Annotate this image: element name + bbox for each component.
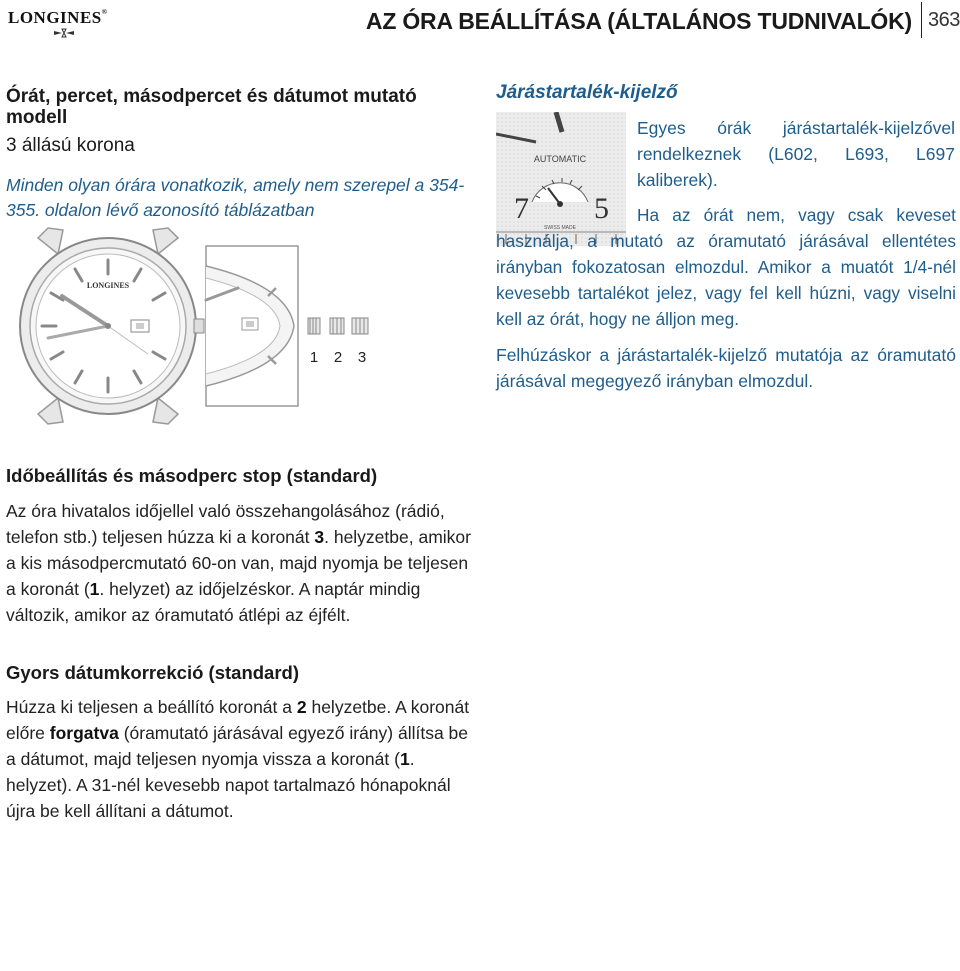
crown-position-1: 1 — [309, 349, 319, 366]
dial-automatic-label: AUTOMATIC — [533, 154, 587, 164]
dial-swiss-made: SWISS MADE — [544, 225, 576, 231]
dial-numeral-7: 7 — [514, 192, 529, 225]
header-divider — [921, 2, 922, 38]
crown-subheading: 3 állású korona — [6, 135, 135, 156]
date-correction-heading: Gyors dátumkorrekció (standard) — [6, 662, 299, 683]
power-reserve-heading: Járástartalék-kijelző — [496, 82, 678, 103]
dial-numeral-5: 5 — [594, 192, 609, 225]
power-reserve-intro: Egyes órák járástartalék-kijelzővel rendelkeznek (L602, L693, L697 kaliberek). — [637, 118, 955, 190]
winged-hourglass-icon — [52, 28, 76, 38]
crown-position-3: 3 — [357, 349, 367, 366]
model-heading: Órát, percet, másodpercet és dátumot mutató modell — [6, 86, 417, 128]
date-correction-text: Húzza ki teljesen a beállító koronát a 2 helyzetbe. A koronát előre forgatva (óramutató járásával egyező irány) állítsa be a dátumot, majd teljesen nyomja vissza a koronát (1. helyzet). A 31-nél kevesebb napot tartalmazó hónapoknál újra be kell állítani a dátumot. — [6, 697, 470, 821]
dial-brand-text: LONGINES — [86, 281, 130, 290]
crown-position-2: 2 — [333, 349, 343, 366]
page-title: AZ ÓRA BEÁLLÍTÁSA (ÁLTALÁNOS TUDNIVALÓK) — [365, 8, 912, 34]
power-reserve-winding: Felhúzáskor a járástartalék-kijelző mutatója az óramutató járásával megegyező irányban elmozdul. — [496, 345, 956, 391]
page-number: 363 — [928, 9, 960, 31]
time-setting-heading: Időbeállítás és másodperc stop (standard) — [6, 465, 378, 486]
applicability-note: Minden olyan órára vonatkozik, amely nem szerepel a 354-355. oldalon lévő azonosító táblázatban — [6, 175, 465, 220]
time-setting-text: Az óra hivatalos időjellel való összehangolásához (rádió, telefon stb.) teljesen húzza ki a koronát 3. helyzetbe, amikor a kis másodpercmutató 60-on van, majd nyomja be teljesen a koronát (1. helyzet) az időjelzéskor. A naptár mindig változik, amikor az óramutató átlépi az éjfélt. — [6, 501, 471, 625]
brand-logo: LONGINES® — [8, 8, 118, 38]
power-reserve-behavior: Ha az órát nem, vagy csak keveset használja, a mutató az óramutató járásával ellentétes irányban fokozatosan elmozdul. Amikor a muatót 1/4-nél kevesebb tartalékot jelez, vagy fel kell húzni, vagy viselni kell az órát, hogy ne álljon meg. — [496, 205, 956, 329]
watch-illustration — [8, 226, 388, 426]
